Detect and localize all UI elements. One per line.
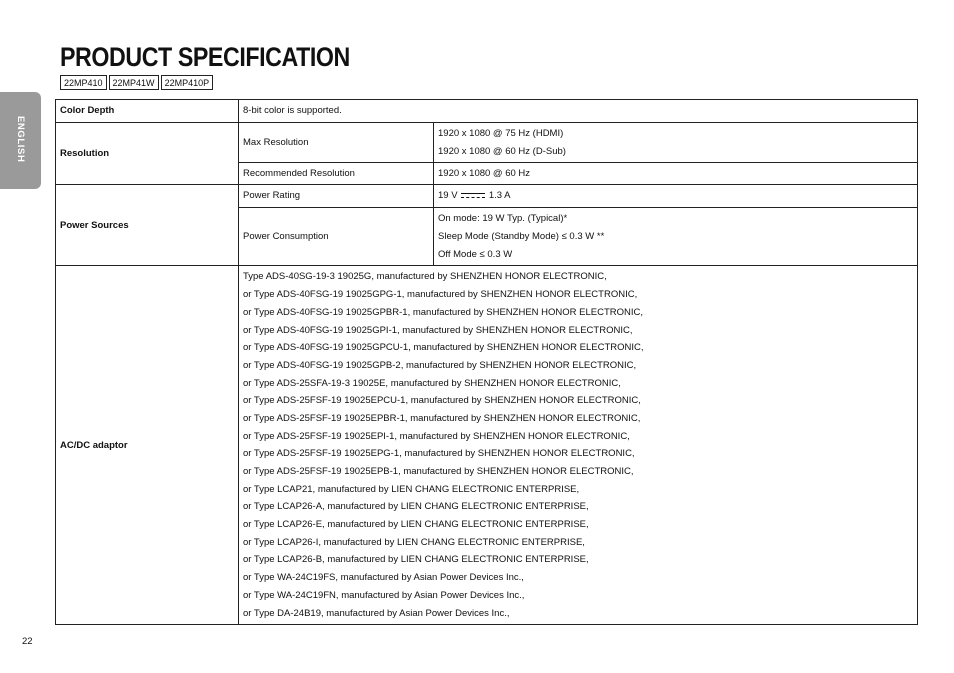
- list-item: or Type ADS-25FSF-19 19025EPB-1, manufactured by SHENZHEN HONOR ELECTRONIC,: [243, 466, 634, 477]
- list-item: or Type ADS-40FSG-19 19025GPG-1, manufactured by SHENZHEN HONOR ELECTRONIC,: [243, 289, 638, 301]
- sub-label: Recommended Resolution: [239, 163, 434, 185]
- list-item: or Type ADS-25FSF-19 19025EPI-1, manufactured by SHENZHEN HONOR ELECTRONIC,: [243, 430, 630, 442]
- list-item: or Type LCAP21, manufactured by LIEN CHANG ELECTRONIC ENTERPRISE,: [243, 483, 580, 495]
- list-item: or Type ADS-25SFA-19-3 19025E, manufactured by SHENZHEN HONOR ELECTRONIC,: [243, 377, 621, 389]
- row-value: [239, 266, 918, 625]
- row-label: Power Sources: [56, 185, 239, 266]
- row-value: 8-bit color is supported.: [239, 100, 918, 123]
- list-item: or Type WA-24C19FN, manufactured by Asian Power Devices Inc.,: [243, 589, 525, 601]
- list-item: or Type ADS-40FSG-19 19025GPBR-1, manufactured by SHENZHEN HONOR ELECTRONIC,: [243, 306, 644, 318]
- list-item: or Type ADS-25FSF-19 19025EPG-1, manufactured by SHENZHEN HONOR ELECTRONIC,: [243, 448, 635, 460]
- row-label: AC/DC adaptor: [56, 266, 239, 625]
- list-item: Type ADS-40SG-19-3 19025G, manufactured by SHENZHEN HONOR ELECTRONIC,: [243, 271, 607, 283]
- model-badge: 22MP41W: [109, 75, 159, 90]
- list-item: or Type WA-24C19FS, manufactured by Asian Power Devices Inc.,: [243, 572, 524, 584]
- list-item: or Type ADS-40FSG-19 19025GPB-2, manufactured by SHENZHEN HONOR ELECTRONIC,: [243, 359, 637, 371]
- table-row-resolution: [56, 123, 918, 163]
- list-item: or Type DA-24B19, manufactured by Asian Power Devices Inc.,: [243, 607, 510, 619]
- list-item: or Type ADS-40FSG-19 19025GPI-1, manufactured by SHENZHEN HONOR ELECTRONIC,: [243, 324, 633, 336]
- sub-value: [434, 185, 918, 208]
- list-item: or Type ADS-25FSF-19 19025EPCU-1, manufactured by SHENZHEN HONOR ELECTRONIC,: [243, 395, 641, 407]
- page-title: PRODUCT SPECIFICATION: [60, 42, 350, 72]
- list-item: or Type LCAP26-A, manufactured by LIEN CHANG ELECTRONIC ENTERPRISE,: [243, 501, 589, 513]
- page-number: 22: [22, 636, 33, 647]
- dc-symbol-icon: [461, 193, 485, 201]
- model-badge: 22MP410: [60, 75, 107, 90]
- power-rating-voltage: 19 V: [438, 190, 458, 202]
- model-list: [60, 75, 213, 90]
- list-item: or Type LCAP26-I, manufactured by LIEN CHANG ELECTRONIC ENTERPRISE,: [243, 536, 585, 548]
- row-label: Resolution: [56, 123, 239, 185]
- sub-label: Power Consumption: [239, 208, 434, 266]
- spec-table: [55, 99, 918, 625]
- sub-value: 1920 x 1080 @ 75 Hz (HDMI) 1920 x 1080 @ 60 Hz (D-Sub): [434, 123, 918, 163]
- list-item: or Type ADS-25FSF-19 19025EPBR-1, manufactured by SHENZHEN HONOR ELECTRONIC,: [243, 412, 641, 424]
- sub-value: On mode: 19 W Typ. (Typical)* Sleep Mode (Standby Mode) ≤ 0.3 W ** Off Mode ≤ 0.3 W: [434, 208, 918, 266]
- table-row-color-depth: [56, 100, 918, 123]
- sub-label: Power Rating: [239, 185, 434, 208]
- model-badge: 22MP410P: [161, 75, 214, 90]
- row-label: Color Depth: [56, 100, 239, 123]
- language-tab: [0, 92, 41, 189]
- table-row-adaptor: [56, 266, 918, 625]
- power-rating-current: 1.3 A: [488, 190, 511, 202]
- list-item: or Type ADS-40FSG-19 19025GPCU-1, manufactured by SHENZHEN HONOR ELECTRONIC,: [243, 342, 644, 354]
- list-item: or Type LCAP26-B, manufactured by LIEN CHANG ELECTRONIC ENTERPRISE,: [243, 554, 589, 566]
- list-item: or Type LCAP26-E, manufactured by LIEN CHANG ELECTRONIC ENTERPRISE,: [243, 519, 589, 531]
- language-label: ENGLISH: [15, 116, 26, 163]
- sub-label: Max Resolution: [239, 123, 434, 163]
- table-row-power: [56, 185, 918, 208]
- sub-value: 1920 x 1080 @ 60 Hz: [434, 163, 918, 185]
